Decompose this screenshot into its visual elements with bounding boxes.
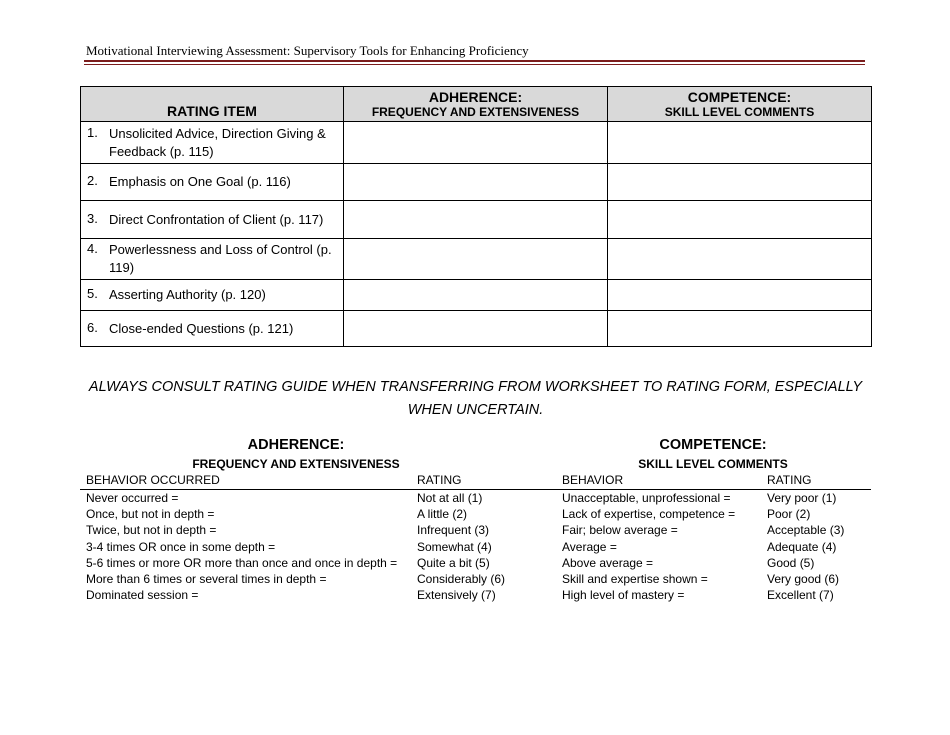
item-text: Unsolicited Advice, Direction Giving & Feedback (p. 115) [109, 125, 326, 159]
competence-input-cell[interactable] [608, 239, 872, 280]
item-number: 5. [87, 286, 98, 301]
rating-item-cell [81, 311, 344, 347]
table-row [81, 201, 872, 239]
rating-item-cell [81, 280, 344, 311]
list-item: Average = [562, 539, 617, 554]
competence-header-subtitle: SKILL LEVEL COMMENTS [664, 105, 815, 119]
rating-table-header-row [81, 87, 872, 122]
list-item: 5-6 times or more OR more than once and once in depth = [86, 555, 398, 570]
list-item: Good (5) [767, 555, 815, 570]
table-row [81, 164, 872, 201]
list-item: 3-4 times OR once in some depth = [86, 539, 276, 554]
legend-adherence-subtitle: FREQUENCY AND EXTENSIVENESS [192, 457, 400, 471]
adherence-header [344, 87, 608, 122]
item-text: Powerlessness and Loss of Control (p. 119) [109, 242, 332, 275]
header-rule-thick [84, 60, 865, 62]
legend-adherence-rating-header: RATING [417, 473, 462, 487]
item-text: Emphasis on One Goal (p. 116) [109, 174, 291, 189]
item-number: 3. [87, 210, 98, 226]
rating-item-cell [81, 122, 344, 164]
adherence-input-cell[interactable] [344, 164, 608, 201]
competence-header [608, 87, 872, 122]
list-item: Skill and expertise shown = [562, 572, 708, 587]
list-item: Dominated session = [86, 588, 199, 603]
list-item: Very poor (1) [767, 491, 837, 505]
competence-input-cell[interactable] [608, 280, 872, 311]
item-text: Close-ended Questions (p. 121) [109, 320, 294, 336]
table-row [81, 122, 872, 164]
list-item: Fair; below average = [562, 523, 678, 538]
item-text: Asserting Authority (p. 120) [109, 287, 266, 302]
competence-input-cell[interactable] [608, 201, 872, 239]
rating-item-cell [81, 164, 344, 201]
adherence-input-cell[interactable] [344, 311, 608, 347]
adherence-input-cell[interactable] [344, 122, 608, 164]
legend-adherence-behaviors [86, 490, 397, 603]
competence-input-cell[interactable] [608, 311, 872, 347]
header-rule-thin [84, 64, 865, 65]
adherence-input-cell[interactable] [344, 201, 608, 239]
list-item: Excellent (7) [767, 588, 834, 603]
legend-competence-behavior-header: BEHAVIOR [562, 473, 624, 487]
list-item: Acceptable (3) [767, 523, 845, 538]
rating-table [80, 86, 872, 347]
list-item: Very good (6) [767, 572, 840, 587]
list-item: Never occurred = [86, 491, 179, 505]
legend-competence-behaviors [562, 490, 735, 603]
rating-item-header: RATING ITEM [81, 87, 344, 122]
item-number: 4. [87, 241, 98, 256]
list-item: High level of mastery = [562, 588, 685, 603]
adherence-header-title: ADHERENCE: [428, 89, 523, 105]
rating-item-cell [81, 239, 344, 280]
list-item: Somewhat (4) [417, 539, 492, 554]
item-number: 6. [87, 319, 98, 335]
adherence-input-cell[interactable] [344, 280, 608, 311]
legend-adherence-ratings [417, 490, 505, 603]
consult-guide-notice: ALWAYS CONSULT RATING GUIDE WHEN TRANSFERRING FROM WORKSHEET TO RATING FORM, ESPECIALLY WHEN UNCERTAIN. [88, 379, 863, 418]
list-item: Adequate (4) [767, 539, 837, 554]
list-item: A little (2) [417, 507, 468, 522]
legend-adherence-behavior-header: BEHAVIOR OCCURRED [86, 473, 220, 487]
item-text: Direct Confrontation of Client (p. 117) [109, 211, 324, 227]
list-item: Extensively (7) [417, 588, 496, 603]
list-item: Not at all (1) [417, 491, 483, 505]
list-item: Twice, but not in depth = [86, 523, 217, 538]
list-item: Above average = [562, 555, 654, 570]
competence-input-cell[interactable] [608, 122, 872, 164]
item-number: 1. [87, 124, 98, 140]
table-row [81, 239, 872, 280]
competence-header-title: COMPETENCE: [687, 89, 792, 105]
table-row [81, 280, 872, 311]
list-item: Lack of expertise, competence = [562, 507, 736, 522]
list-item: Considerably (6) [417, 572, 506, 587]
adherence-input-cell[interactable] [344, 239, 608, 280]
competence-input-cell[interactable] [608, 164, 872, 201]
table-row [81, 311, 872, 347]
list-item: Once, but not in depth = [86, 507, 215, 522]
list-item: Quite a bit (5) [417, 555, 490, 570]
legend-competence-title: COMPETENCE: [659, 437, 767, 453]
list-item: Unacceptable, unprofessional = [562, 491, 731, 505]
adherence-header-subtitle: FREQUENCY AND EXTENSIVENESS [371, 105, 580, 119]
legend-adherence-title: ADHERENCE: [247, 437, 345, 453]
legend-competence-rating-header: RATING [767, 473, 812, 487]
legend-competence-subtitle: SKILL LEVEL COMMENTS [638, 457, 788, 471]
legend-competence-ratings [767, 490, 844, 603]
list-item: More than 6 times or several times in depth = [86, 572, 327, 587]
document-header-title: Motivational Interviewing Assessment: Supervisory Tools for Enhancing Proficiency [86, 43, 529, 58]
list-item: Infrequent (3) [417, 523, 490, 538]
rating-item-cell [81, 201, 344, 239]
list-item: Poor (2) [767, 507, 811, 522]
item-number: 2. [87, 173, 98, 188]
